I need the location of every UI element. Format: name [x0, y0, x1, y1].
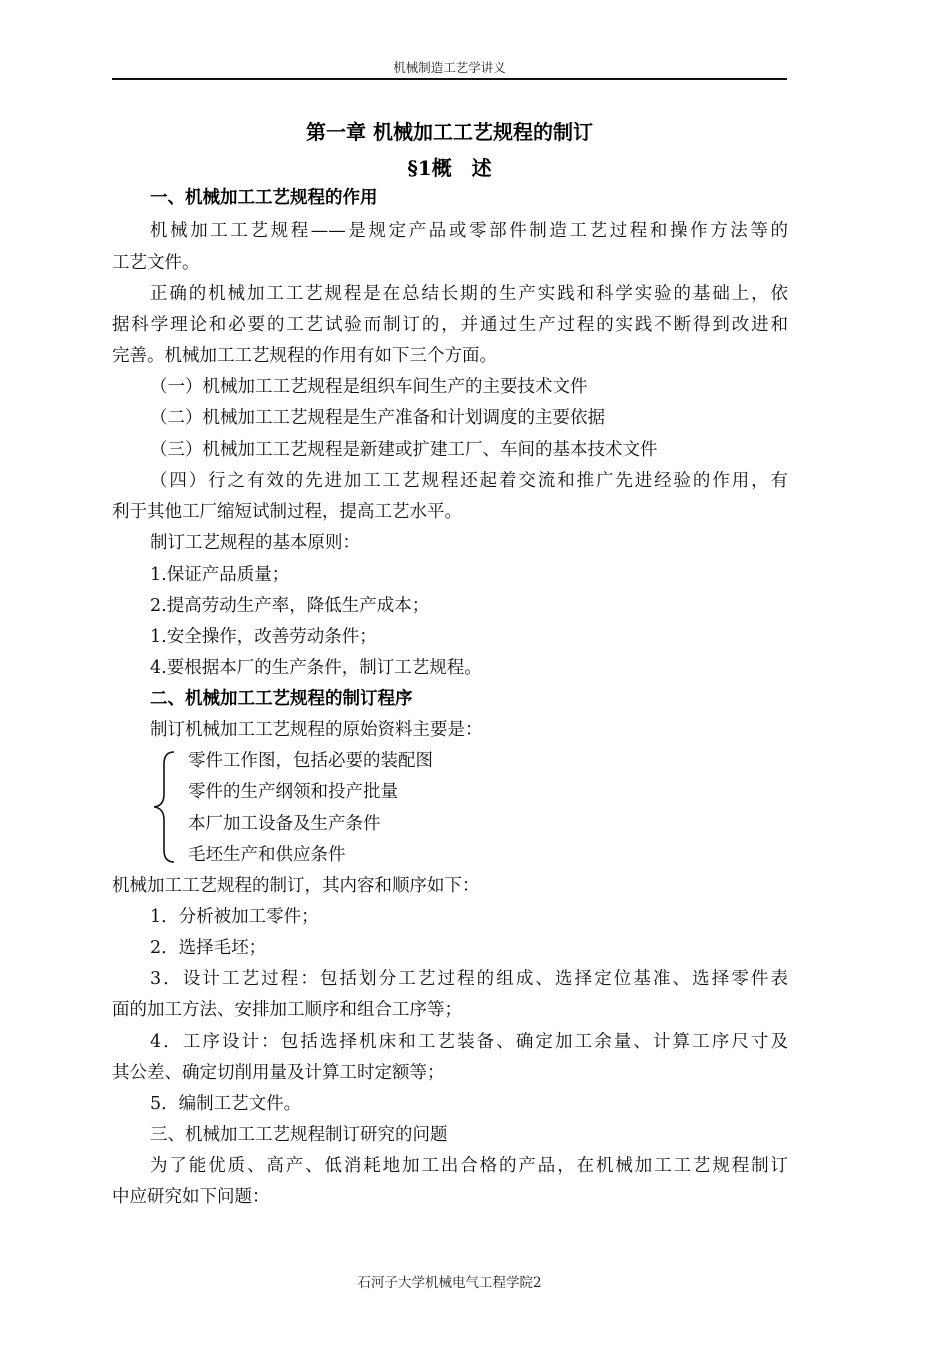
step-item: 3．设计工艺过程：包括划分工艺过程的组成、选择定位基准、选择零件表 — [150, 969, 788, 989]
chapter-title: 第一章 机械加工工艺规程的制订 — [306, 120, 593, 144]
header-rule — [112, 78, 787, 80]
step-item: 其公差、确定切削用量及计算工时定额等； — [112, 1063, 445, 1083]
material-item: 零件工作图，包括必要的装配图 — [188, 751, 433, 771]
left-brace-icon — [150, 748, 180, 866]
role-item: 利于其他工厂缩短试制过程，提高工艺水平。 — [112, 502, 462, 522]
material-item: 零件的生产纲领和投产批量 — [188, 782, 398, 802]
steps-intro: 机械加工工艺规程的制订，其内容和顺序如下： — [112, 876, 480, 896]
principle-item: 1.安全操作，改善劳动条件； — [150, 627, 377, 647]
heading-role: 一、机械加工工艺规程的作用 — [150, 188, 378, 208]
step-item: 5．编制工艺文件。 — [150, 1094, 302, 1114]
paragraph-line: 正确的机械加工工艺规程是在总结长期的生产实践和科学实验的基础上，依 — [150, 284, 788, 304]
page-header: 机械制造工艺学讲义 — [393, 60, 506, 75]
role-item: （一）机械加工工艺规程是组织车间生产的主要技术文件 — [150, 377, 588, 397]
paragraph-line: 工艺文件。 — [112, 253, 200, 273]
paragraph-line: 中应研究如下问题： — [112, 1187, 270, 1207]
paragraph-line: 据科学理论和必要的工艺试验而制订的，并通过生产过程的实践不断得到改进和 — [112, 315, 788, 335]
heading-procedure: 二、机械加工工艺规程的制订程序 — [150, 689, 413, 709]
step-item: 1．分析被加工零件； — [150, 907, 319, 927]
section-title: §1概 述 — [407, 156, 492, 180]
role-item: （二）机械加工工艺规程是生产准备和计划调度的主要依据 — [150, 408, 605, 428]
principle-item: 2.提高劳动生产率，降低生产成本； — [150, 596, 430, 616]
role-item: （四）行之有效的先进加工工艺规程还起着交流和推广先进经验的作用，有 — [150, 471, 788, 491]
principle-item: 4.要根据本厂的生产条件，制订工艺规程。 — [150, 658, 482, 678]
step-item: 2．选择毛坯； — [150, 938, 267, 958]
material-item: 毛坯生产和供应条件 — [188, 845, 346, 865]
material-item: 本厂加工设备及生产条件 — [188, 814, 381, 834]
step-item: 面的加工方法、安排加工顺序和组合工序等； — [112, 1000, 462, 1020]
materials-intro: 制订机械加工工艺规程的原始资料主要是： — [150, 720, 483, 740]
role-item: （三）机械加工工艺规程是新建或扩建工厂、车间的基本技术文件 — [150, 440, 658, 460]
page-footer: 石河子大学机械电气工程学院2 — [357, 1275, 542, 1291]
paragraph-line: 为了能优质、高产、低消耗地加工出合格的产品，在机械加工工艺规程制订 — [150, 1156, 788, 1176]
principle-item: 1.保证产品质量； — [150, 565, 290, 585]
principles-intro: 制订工艺规程的基本原则： — [150, 533, 360, 553]
paragraph-line: 完善。机械加工工艺规程的作用有如下三个方面。 — [112, 346, 497, 366]
step-item: 4．工序设计：包括选择机床和工艺装备、确定加工余量、计算工序尺寸及 — [150, 1032, 788, 1052]
paragraph-line: 机械加工工艺规程——是规定产品或零部件制造工艺过程和操作方法等的 — [150, 221, 788, 241]
heading-issues: 三、机械加工工艺规程制订研究的问题 — [150, 1125, 448, 1145]
